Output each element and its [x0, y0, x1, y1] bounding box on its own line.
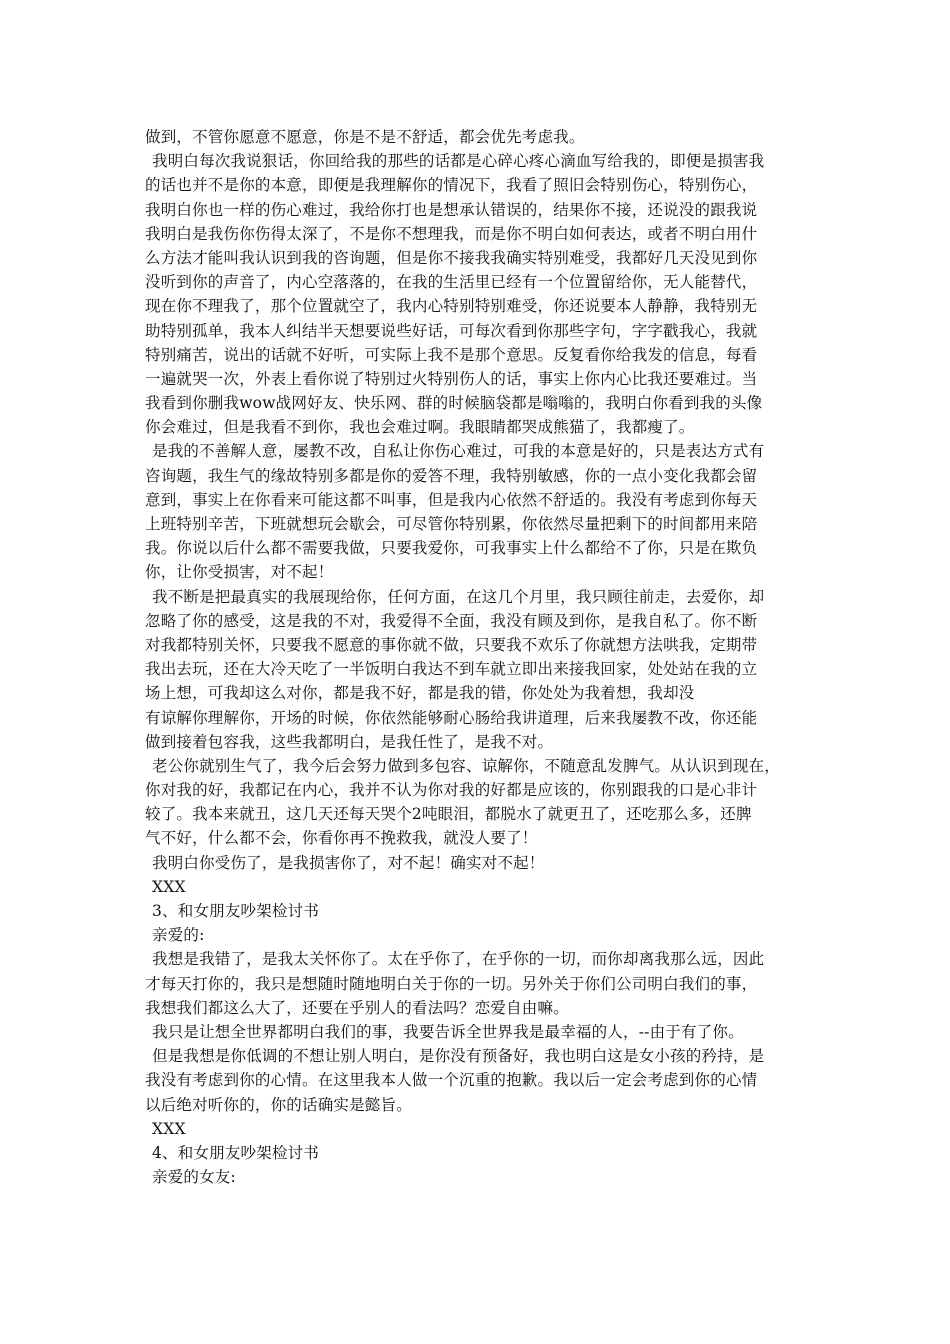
- text-line: 的话也并不是你的本意，即便是我理解你的情况下，我看了照旧会特别伤心，特别伤心，: [145, 176, 758, 195]
- text-line: 我。你说以后什么都不需要我做，只要我爱你，可我事实上什么都给不了你，只是在欺负: [145, 539, 758, 558]
- text-line: 你，让你受损害，对不起！: [145, 563, 334, 582]
- text-line: 我看到你删我wow战网好友、快乐网、群的时候脑袋都是嗡嗡的，我明白你看到我的头像: [145, 394, 763, 413]
- text-line: 助特别孤单，我本人纠结半天想要说些好话，可每次看到你那些字句，字字戳我心，我就: [145, 321, 758, 340]
- text-line: 我想我们都这么大了，还要在乎别人的看法吗？恋爱自由嘛。: [145, 998, 569, 1017]
- text-line: 是我的不善解人意，屡教不改，自私让你伤心难过，可我的本意是好的，只是表达方式有: [152, 442, 765, 461]
- text-line: 我明白是我伤你伤得太深了，不是你不想理我，而是你不明白如何表达，或者不明白用什: [145, 224, 758, 243]
- text-line: 3、和女朋友吵架检讨书: [152, 902, 320, 920]
- text-line: 我出去玩，还在大冷天吃了一半饭明白我达不到车就立即出来接我回家，处处站在我的立: [145, 660, 758, 679]
- text-line: 一遍就哭一次，外表上看你说了特别过火特别伤人的话，事实上你内心比我还要难过。当: [145, 369, 758, 388]
- text-line: 以后绝对听你的，你的话确实是懿旨。: [145, 1095, 412, 1114]
- text-line: 较了。我本来就丑，这几天还每天哭个2吨眼泪，都脱水了就更丑了，还吃那么多，还脾: [145, 805, 752, 824]
- text-line: 没听到你的声音了，内心空落落的，在我的生活里已经有一个位置留给你，无人能替代，: [145, 273, 758, 292]
- text-line: 我明白你也一样的伤心难过，我给你打也是想承认错误的，结果你不接，还说没的跟我说: [145, 200, 758, 219]
- text-line: 场上想，可我却这么对你，都是我不好，都是我的错，你处处为我着想，我却没: [145, 684, 695, 703]
- text-line: 气不好，什么都不会，你看你再不挽救我，就没人要了！: [145, 829, 538, 848]
- text-line: 上班特别辛苦，下班就想玩会歇会，可尽管你特别累，你依然尽量把剩下的时间都用来陪: [145, 515, 758, 533]
- text-line: 意到，事实上在你看来可能这都不叫事，但是我内心依然不舒适的。我没有考虑到你每天: [145, 490, 758, 509]
- text-line: 我只是让想全世界都明白我们的事，我要告诉全世界我是最幸福的人，--由于有了你。: [152, 1022, 744, 1041]
- text-line: 我没有考虑到你的心情。在这里我本人做一个沉重的抱歉。我以后一定会考虑到你的心情: [145, 1071, 758, 1090]
- text-line: 忽略了你的感受，这是我的不对，我爱得不全面，我没有顾及到你，是我自私了。你不断: [145, 611, 758, 630]
- text-line: 么方法才能叫我认识到我的咨询题，但是你不接我我确实特别难受，我都好几天没见到你: [145, 248, 758, 267]
- text-line: 我不断是把最真实的我展现给你，任何方面，在这几个月里，我只顾往前走，去爱你，却: [152, 587, 765, 606]
- text-line: 做到接着包容我，这些我都明白，是我任性了，是我不对。: [145, 732, 554, 751]
- text-line: 亲爱的:: [152, 926, 205, 945]
- text-line: 你对我的好，我都记在内心，我并不认为你对我的好都是应该的，你别跟我的口是心非计: [145, 781, 758, 800]
- document-body: [145, 125, 810, 1189]
- text-line: XXX: [152, 1119, 186, 1138]
- text-line: 对我都特别关怀，只要我不愿意的事你就不做，只要我不欢乐了你就想方法哄我，定期带: [145, 635, 758, 654]
- text-line: 咨询题，我生气的缘故特别多都是你的爱答不理，我特别敏感，你的一点小变化我都会留: [145, 466, 758, 485]
- text-line: 我明白每次我说狠话，你回给我的那些的话都是心碎心疼心滴血写给我的，即便是损害我: [152, 152, 765, 171]
- text-line: 我想是我错了，是我太关怀你了。太在乎你了，在乎你的一切，而你却离我那么远，因此: [152, 950, 765, 969]
- text-line: 但是我想是你低调的不想让别人明白，是你没有预备好，我也明白这是女小孩的矜持，是: [152, 1047, 765, 1066]
- text-line: 做到，不管你愿意不愿意，你是不是不舒适，都会优先考虑我。: [145, 128, 585, 146]
- text-line: 4、和女朋友吵架检讨书: [152, 1143, 320, 1162]
- text-line: 现在你不理我了，那个位置就空了，我内心特别特别难受，你还说要本人静静，我特别无: [145, 297, 758, 316]
- text-line: 才每天打你的，我只是想随时随地明白关于你的一切。另外关于你们公司明白我们的事，: [145, 974, 758, 993]
- text-line: 有谅解你理解你，开场的时候，你依然能够耐心肠给我讲道理，后来我屡教不改，你还能: [145, 708, 758, 727]
- text-line: 亲爱的女友:: [152, 1168, 236, 1187]
- text-line: 特别痛苦，说出的话就不好听，可实际上我不是那个意思。反复看你给我发的信息，每看: [145, 345, 758, 364]
- text-line: 老公你就别生气了，我今后会努力做到多包容、谅解你，不随意乱发脾气。从认识到现在，: [152, 756, 781, 775]
- text-line: XXX: [152, 877, 186, 896]
- text-line: 我明白你受伤了，是我损害你了，对不起！确实对不起！: [152, 853, 545, 872]
- text-line: 你会难过，但是我看不到你，我也会难过啊。我眼睛都哭成熊猫了，我都瘦了。: [145, 418, 695, 437]
